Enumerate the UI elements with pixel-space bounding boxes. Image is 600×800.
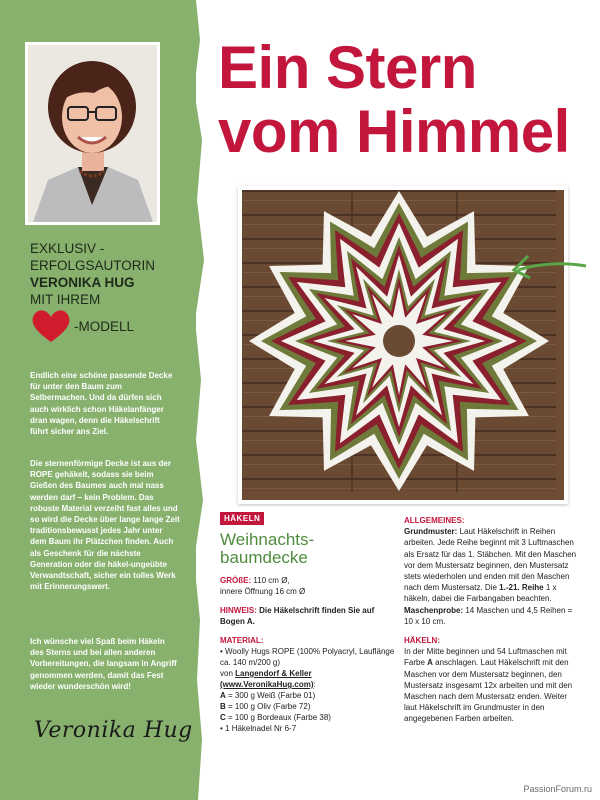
hook-info: • 1 Häkelnadel Nr 6-7: [220, 724, 297, 733]
brush-edge: [188, 0, 210, 800]
doily-photo: [238, 186, 568, 504]
intro-paragraph-3: Ich wünsche viel Spaß beim Häkeln des Sterns und bei allen anderen Vorbereitungen, die langsam in Angriff genommen werden, damit das Fest wieder wunderschön wird!: [30, 637, 177, 691]
size-value-2: innere Öffnung 16 cm Ø: [220, 587, 306, 596]
author-photo: [25, 42, 160, 225]
title-line-2: vom Himmel: [218, 98, 570, 165]
probe-label: Maschenprobe:: [404, 605, 464, 615]
color-list: [220, 690, 396, 723]
intro-paragraph-1: Endlich eine schöne passende Decke für unter den Baum zum Selbermachen. Und da dürfen sich auch wirklich schon Häkelanfänger dran wagen, denn die Häkelschrift führt sicher ans Ziel.: [30, 371, 173, 437]
gm-tail: 1 x häkeln, dabei die Farbangaben beachten.: [404, 583, 557, 604]
pattern-title-line-1: Weihnachts-: [220, 530, 315, 549]
hint-value: Die Häkelschrift finden Sie auf Bogen A.: [220, 606, 375, 626]
author-line-2: ERFOLGSAUTORIN: [30, 258, 156, 273]
material-source: [220, 668, 396, 679]
general-label: ALLGEMEINES:: [404, 516, 465, 525]
color-item: C = 100 g Bordeaux (Farbe 38): [220, 713, 331, 722]
pattern-title: [220, 531, 396, 567]
gm-rows: 1.-21. Reihe: [499, 583, 544, 593]
signature: Veronika Hug: [34, 718, 193, 743]
hint-info: [220, 605, 396, 627]
heart-icon: [30, 308, 72, 344]
title-line-1: Ein Stern: [218, 34, 477, 101]
color-item: B = 100 g Oliv (Farbe 72): [220, 702, 311, 711]
gm-label: Grundmuster:: [404, 527, 458, 537]
material-von: von: [220, 669, 236, 678]
author-line-1: EXKLUSIV -: [30, 241, 105, 256]
author-line-4: MIT IHREM: [30, 292, 101, 307]
material-label: MATERIAL:: [220, 636, 264, 645]
doily-center-opening: [383, 325, 415, 357]
pattern-details: [220, 512, 396, 734]
author-name: VERONIKA HUG: [30, 275, 135, 290]
watermark: PassionForum.ru: [523, 784, 592, 794]
material-url-line: [220, 679, 396, 690]
material-url: (www.VeronikaHug.com): [220, 680, 314, 689]
size-info: [220, 575, 396, 597]
arrow-icon: [510, 248, 588, 282]
hint-label: HINWEIS:: [220, 606, 257, 615]
color-item: A = 300 g Weiß (Farbe 01): [220, 691, 316, 700]
probe-text: 14 Maschen und 4,5 Reihen = 10 x 10 cm.: [404, 605, 573, 626]
material-line-1: • Woolly Hugs ROPE (100% Polyacryl, Lauflänge ca. 140 m/200 g): [220, 647, 395, 667]
material-info: [220, 635, 396, 734]
author-credit: [30, 240, 190, 344]
size-value: 110 cm Ø,: [251, 576, 290, 585]
page-title: [218, 36, 588, 164]
intro-paragraph-2: Die sternenförmige Decke ist aus der ROPE gehäkelt, sodass sie beim Gießen des Baumes auch mal nass werden darf – kein Problem. Das robuste Material verzeiht fast alles und so wird die Decke über lange lange Zeit traditionsbewusst jedes Jahr unter dem Baum ihr Plätzchen finden. Auch als Geschenk für die nächste Generation oder die häkel-ungeübte Verwandtschaft, sicher ein tolles Werk mit Erinnerungswert.: [30, 459, 180, 592]
material-url-tail: :: [313, 680, 316, 689]
author-line-5: -MODELL: [74, 318, 135, 334]
instructions: [404, 515, 580, 733]
size-label: GRÖßE:: [220, 576, 252, 585]
material-brand: Langendorf & Keller: [235, 669, 312, 678]
category-badge: HÄKELN: [220, 512, 264, 525]
crochet-text: In der Mitte beginnen und 54 Luftmaschen mit Farbe A anschlagen. Laut Häkelschrift mit den Maschen vor dem Mustersatz beginnen, den Mustersatz insgesamt 12x arbeiten und mit den Maschen nach dem Mustersatz enden. Weiter laut Häkelschrift im Grundmuster in den angegebenen Farben arbeiten.: [404, 647, 573, 724]
pattern-title-line-2: baumdecke: [220, 548, 308, 567]
crochet-label: HÄKELN:: [404, 636, 440, 646]
general-text: [404, 526, 580, 627]
gm-text: Laut Häkelschrift in Reihen arbeiten. Jede Reihe beginnt mit 3 Luftmaschen als Ersatz für das 1. Stäbchen. Mit den Maschen vor dem Mustersatz beginnen, den Mustersatz stets wiederholen und enden mit den Maschen nach dem Mustersatz. Die: [404, 527, 577, 593]
